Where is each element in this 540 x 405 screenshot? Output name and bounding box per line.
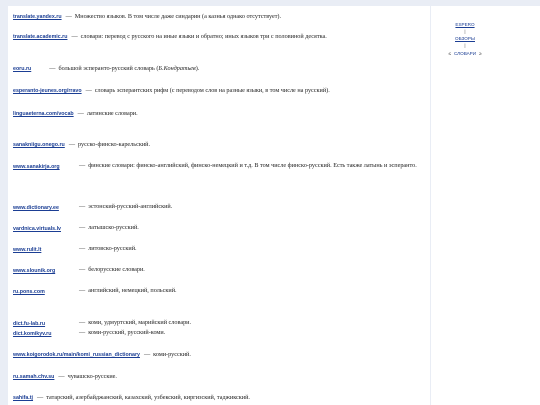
dictionary-link[interactable]: www.rulit.lt <box>13 247 42 253</box>
entry-description: коми, удмуртский, марийский словари. <box>88 319 192 326</box>
list-item <box>13 86 426 97</box>
sidebar-item-obzory[interactable]: ОБЗОРЫ <box>455 36 475 41</box>
list-item <box>13 32 426 43</box>
list-item <box>13 372 426 383</box>
list-item <box>13 202 426 214</box>
dictionary-link[interactable]: vardnica.virtuals.lv <box>13 226 61 232</box>
list-item <box>13 286 426 298</box>
entry-description: латышско-русский. <box>88 224 139 231</box>
dash: — <box>85 87 92 94</box>
entry-description: белорусские словари. <box>88 266 145 273</box>
dictionary-link[interactable]: ru.pons.com <box>13 289 45 295</box>
list-item <box>13 64 426 75</box>
entry-description: словарь эсперантских рифм (с переводом слов на разные языки, в том числе на русский). <box>94 87 330 94</box>
list-item <box>13 223 426 235</box>
entry-description: финские словари: финско-английский, финско-немецкий и т.д. В том числе финско-русский. Есть также латынь и эсперанто. <box>88 162 417 169</box>
dash: — <box>79 245 86 252</box>
dictionary-link[interactable]: sanakniigu.onego.ru <box>13 142 65 148</box>
main-content <box>8 6 430 405</box>
dash: — <box>143 351 151 358</box>
entry-description: английский, немецкий, польский. <box>88 287 177 294</box>
entry-description: словари: перевод с русского на иные языки и обратно; иных языков три с половиной десятка. <box>80 33 327 40</box>
dictionary-link[interactable]: www.dictionary.ee <box>13 205 59 211</box>
dash: — <box>58 373 65 380</box>
dictionary-link[interactable]: dict.fu-lab.ru <box>13 321 46 327</box>
list-item <box>13 109 426 120</box>
dictionary-link[interactable]: esperanto-jeunes.org/rravo <box>13 88 82 94</box>
sidebar-current-label: СЛОВАРИ <box>453 51 477 56</box>
dash: — <box>68 141 75 148</box>
entry-description: большой эсперанто-русский словарь (Б.Кондратьев). <box>58 65 200 72</box>
dash: — <box>79 266 86 273</box>
dash: — <box>79 287 86 294</box>
dash: — <box>65 13 72 20</box>
arrow-left-icon: ≤ <box>448 51 451 56</box>
dash: — <box>79 203 86 210</box>
entry-description: коми-русский, русский-коми. <box>88 329 166 336</box>
dictionary-link[interactable]: linguaeterna.com/vocab <box>13 111 74 117</box>
dash: — <box>79 329 86 336</box>
list-item <box>13 393 426 404</box>
list-item <box>13 350 426 361</box>
entry-description: татарский, азербайджанский, казахский, узбекский, киргизский, таджикский. <box>46 394 250 401</box>
dictionary-link[interactable]: translate.yandex.ru <box>13 14 62 20</box>
nav-separator: | <box>464 29 466 34</box>
entry-description: чувашско-русские. <box>67 373 117 380</box>
list-item <box>13 12 426 23</box>
dash: — <box>37 394 44 401</box>
entry-description: Множество языков. В том числе даже синдарин (а казнья однако отсутствует). <box>74 13 282 20</box>
entry-description: русско-финско-карельский. <box>78 141 150 148</box>
dash: — <box>71 33 78 40</box>
dictionary-link[interactable]: www.slounik.org <box>13 268 56 274</box>
dictionary-link[interactable]: eoru.ru <box>13 66 32 72</box>
list-item <box>13 328 426 340</box>
arrow-right-icon: ≥ <box>479 51 482 56</box>
sidebar-item-slovari-current <box>431 51 499 56</box>
nav-separator: | <box>464 43 466 48</box>
dash: — <box>79 162 86 169</box>
dictionary-link[interactable]: sahifa.tj <box>13 395 34 401</box>
list-item <box>13 140 426 151</box>
dictionary-link[interactable]: ru.samah.chv.su <box>13 374 55 380</box>
entry-description: латинские словари. <box>86 110 138 117</box>
dash: — <box>79 224 86 231</box>
dash: — <box>79 319 86 326</box>
sidebar-item-espero[interactable]: ESPERO <box>455 22 475 27</box>
sidebar-nav <box>431 6 540 405</box>
dictionary-link[interactable]: www.sanakirja.org <box>13 164 60 170</box>
dash: — <box>49 65 56 72</box>
dictionary-link[interactable]: www.koigorodok.ru/main/komi_russian_dictionary <box>13 352 140 358</box>
dictionary-link[interactable]: translate.academic.ru <box>13 34 68 40</box>
author-name: Б.Кондратьев <box>158 65 196 72</box>
list-item <box>13 161 426 173</box>
list-item <box>13 244 426 256</box>
entry-description: литовско-русский. <box>88 245 137 252</box>
entry-description: коми-русский. <box>153 351 191 358</box>
entry-description: эстонский-русский-английский. <box>88 203 173 210</box>
dictionary-link[interactable]: dict.komikyv.ru <box>13 331 52 337</box>
list-item <box>13 265 426 277</box>
dash: — <box>77 110 84 117</box>
